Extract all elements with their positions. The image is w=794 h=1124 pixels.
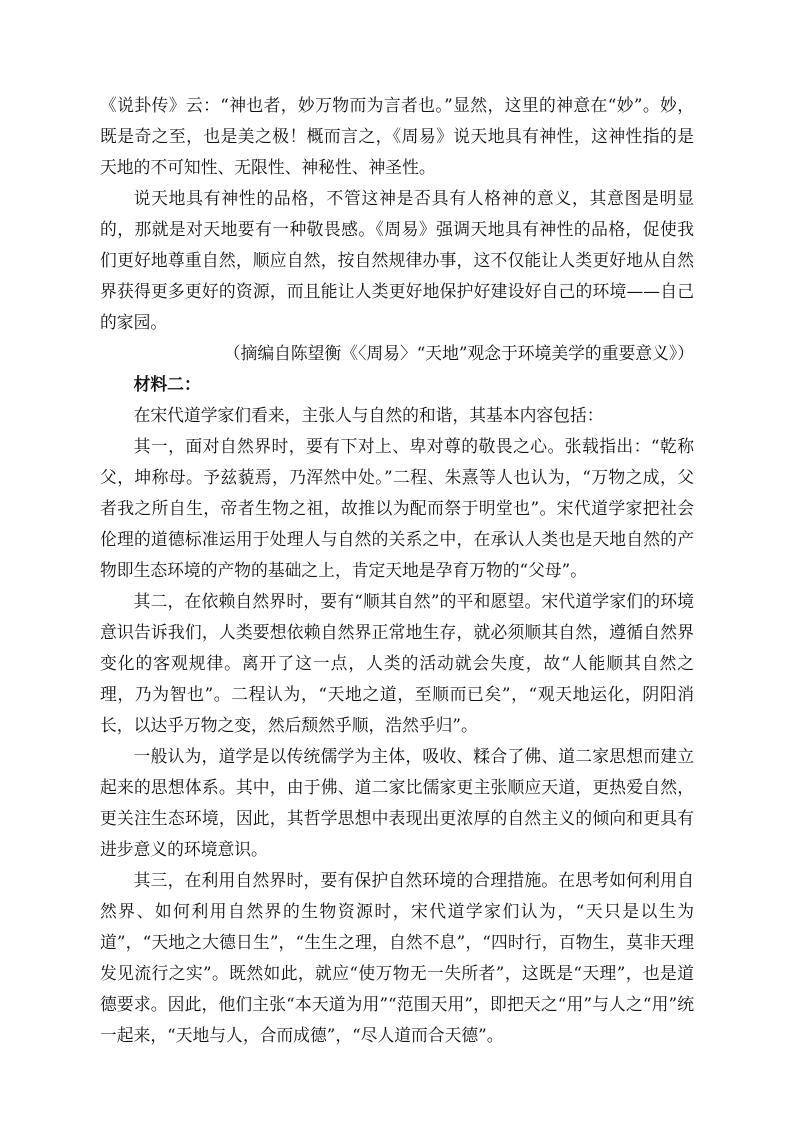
paragraph-shuoguazhuan: 《说卦传》云：“神也者，妙万物而为言者也。”显然，这里的神意在“妙”。妙，既是奇之至，也是美之极！概而言之，《周易》说天地具有神性，这神性指的是天地的不可知性、无限性、神秘性、神圣性。 bbox=[100, 95, 694, 177]
paragraph-intro: 在宋代道学家们看来，主张人与自然的和谐，其基本内容包括： bbox=[133, 405, 604, 425]
paragraph-point-two: 其二，在依赖自然界时，要有“顺其自然”的平和愿望。宋代道学家们的环境意识告诉我们，人类要想依赖自然界正常地生存，就必须顺其自然，遵循自然界变化的客观规律。离开了这一点，人类的活动就会失度，故“人能顺其自然之理，乃为智也”。二程认为，“天地之道，至顺而已矣”，“观天地运化，阴阳消长，以达乎万物之变，然后颓然乎顺，浩然乎归”。 bbox=[100, 591, 694, 735]
source-citation: （摘编自陈望衡《〈周易〉“天地”观念于环境美学的重要意义》） bbox=[223, 343, 694, 363]
paragraph-daoxue: 一般认为，道学是以传统儒学为主体，吸收、糅合了佛、道二家思想而建立起来的思想体系。其中，由于佛、道二家比儒家更主张顺应天道，更热爱自然，更关注生态环境，因此，其哲学思想中表现出更浓厚的自然主义的倾向和更具有进步意义的环境意识。 bbox=[100, 746, 694, 859]
paragraph-point-one: 其一，面对自然界时，要有下对上、卑对尊的敬畏之心。张载指出：“乾称父，坤称母。予兹藐焉，乃浑然中处。”二程、朱熹等人也认为，“万物之成，父者我之所自生，帝者生物之祖，故推以为配而祭于明堂也”。宋代道学家把社会伦理的道德标准运用于处理人与自然的关系之中，在承认人类也是天地自然的产物即生态环境的产物的基础之上，肯定天地是孕育万物的“父母”。 bbox=[100, 436, 694, 580]
material-two-heading: 材料二： bbox=[133, 374, 201, 394]
paragraph-tiandi-shenxing: 说天地具有神性的品格，不管这神是否具有人格神的意义，其意图是明显的，那就是对天地要有一种敬畏感。《周易》强调天地具有神性的品格，促使我们更好地尊重自然，顺应自然，按自然规律办事，这不仅能让人类更好地从自然界获得更多更好的资源，而且能让人类更好地保护好建设好自己的环境——自己的家园。 bbox=[100, 188, 694, 332]
paragraph-point-three: 其三，在利用自然界时，要有保护自然环境的合理措施。在思考如何利用自然界、如何利用自然界的生物资源时，宋代道学家们认为，“天只是以生为道”，“天地之大德日生”，“生生之理，自然不息”，“四时行，百物生，莫非天理发见流行之实”。既然如此，就应“使万物无一失所者”，这既是“天理”，也是道德要求。因此，他们主张“本天道为用”“范围天用”，即把天之“用”与人之“用”统一起来，“天地与人，合而成德”，“尽人道而合天德”。 bbox=[100, 870, 694, 1045]
